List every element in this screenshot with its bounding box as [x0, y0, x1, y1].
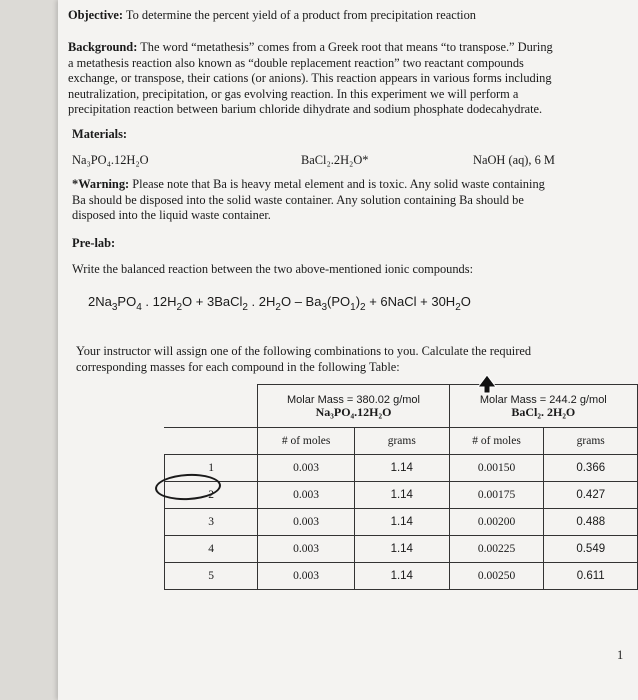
eq-sub: 4	[136, 302, 142, 313]
grams-1: 1.14	[354, 563, 449, 590]
grams-1: 1.14	[354, 509, 449, 536]
moles-2: 0.00200	[449, 509, 544, 536]
balanced-equation	[88, 294, 471, 313]
eq-sub: 2	[455, 302, 461, 313]
eq-sub: 2	[360, 302, 366, 313]
moles-1: 0.003	[258, 482, 354, 509]
row-number: 1	[165, 455, 258, 482]
assignment-paragraph	[76, 344, 626, 375]
eq-sub: 2	[275, 302, 281, 313]
eq-part: . 2H	[247, 294, 276, 309]
background-label: Background:	[68, 40, 138, 54]
eq-part: PO	[117, 294, 137, 309]
warning-line: disposed into the liquid waste container.	[72, 208, 271, 222]
moles-1: 0.003	[258, 536, 354, 563]
assignment-line: corresponding masses for each compound in the following Table:	[76, 359, 400, 374]
table-row	[165, 455, 638, 482]
table-subheader-row	[165, 428, 638, 455]
eq-part: . 12H	[141, 294, 177, 309]
warning-line: Ba should be disposed into the solid waste container. Any solution containing Ba should be	[72, 192, 524, 207]
moles-2: 0.00250	[449, 563, 544, 590]
grams-2: 0.427	[544, 482, 638, 509]
objective-label: Objective:	[68, 8, 124, 22]
warning-label: *Warning:	[72, 177, 130, 191]
table-row	[165, 482, 638, 509]
material-barium-chloride: BaCl₂.2H₂O*	[301, 153, 369, 167]
formula-1: Na₃PO₄.12H₂O	[315, 404, 392, 419]
col-grams-2: grams	[544, 428, 638, 455]
grams-1: 1.14	[354, 536, 449, 563]
header-sodium-phosphate	[258, 385, 449, 428]
table-row-label	[165, 428, 258, 455]
col-grams-1: grams	[354, 428, 449, 455]
eq-part: + 6NaCl + 30H	[365, 294, 456, 309]
prelab-instruction: Write the balanced reaction between the two above-mentioned ionic compounds:	[72, 262, 474, 276]
cursor-arrow-icon	[476, 373, 498, 395]
table-row	[165, 563, 638, 590]
background-paragraph	[68, 40, 623, 118]
warning-paragraph	[72, 177, 624, 224]
background-line: precipitation reaction between barium chloride dihydrate and sodium phosphate dodecahydrate.	[68, 102, 543, 116]
objective-text: To determine the percent yield of a product from precipitation reaction	[123, 8, 476, 22]
page-number: 1	[617, 648, 624, 662]
moles-1: 0.003	[258, 563, 354, 590]
materials-heading: Materials:	[72, 127, 128, 141]
prelab-heading: Pre-lab:	[72, 236, 116, 250]
col-moles-1: # of moles	[258, 428, 354, 455]
grams-2: 0.549	[544, 536, 638, 563]
moles-2: 0.00150	[449, 455, 544, 482]
grams-2: 0.611	[544, 563, 638, 590]
eq-sub: 2	[176, 302, 183, 313]
col-moles-2: # of moles	[449, 428, 544, 455]
eq-part: O – Ba	[280, 294, 322, 309]
background-line: neutralization, precipitation, or gas evolving reaction. In this experiment we will perform a	[68, 86, 519, 101]
material-sodium-phosphate: Na₃PO₄.12H₂O	[72, 153, 149, 167]
grams-1: 1.14	[354, 455, 449, 482]
row-number: 2	[165, 482, 258, 509]
molar-mass-2: Molar Mass = 244.2 g/mol	[479, 393, 607, 406]
warning-line: Please note that Ba is heavy metal element and is toxic. Any solid waste containing	[129, 177, 545, 191]
row-number: 5	[165, 563, 258, 590]
grams-2: 0.488	[544, 509, 638, 536]
eq-part: O	[460, 294, 471, 309]
grams-2: 0.366	[544, 455, 638, 482]
eq-part: 2Na	[88, 294, 112, 309]
moles-2: 0.00175	[449, 482, 544, 509]
formula-2: BaCl₂. 2H₂O	[511, 404, 576, 419]
eq-part: )	[355, 294, 361, 309]
row-number: 3	[165, 509, 258, 536]
table-row	[165, 509, 638, 536]
eq-sub: 3	[321, 302, 327, 313]
document-page	[58, 0, 638, 700]
assignment-line: Your instructor will assign one of the following combinations to you. Calculate the required	[76, 344, 532, 358]
masses-table	[164, 384, 638, 590]
background-line: exchange, or transpose, their cations (or anions). This reaction appears in various forms including	[68, 71, 552, 85]
table-header-row	[165, 385, 638, 428]
moles-1: 0.003	[258, 509, 354, 536]
objective-line	[68, 8, 628, 24]
row-number: 4	[165, 536, 258, 563]
eq-part: O + 3BaCl	[182, 294, 243, 309]
moles-2: 0.00225	[449, 536, 544, 563]
table-row	[165, 536, 638, 563]
eq-sub: 1	[350, 302, 356, 313]
eq-sub: 2	[242, 302, 248, 313]
eq-sub: 3	[111, 302, 118, 313]
molar-mass-1: Molar Mass = 380.02 g/mol	[287, 393, 420, 406]
eq-part: (PO	[327, 294, 351, 309]
table-corner	[165, 385, 258, 428]
grams-1: 1.14	[354, 482, 449, 509]
background-line: The word “metathesis” comes from a Greek root that means “to transpose.” During	[137, 40, 553, 54]
background-line: a metathesis reaction also known as “double replacement reaction” two reactant compounds	[68, 55, 524, 70]
material-naoh: NaOH (aq), 6 M	[473, 153, 555, 167]
moles-1: 0.003	[258, 455, 354, 482]
